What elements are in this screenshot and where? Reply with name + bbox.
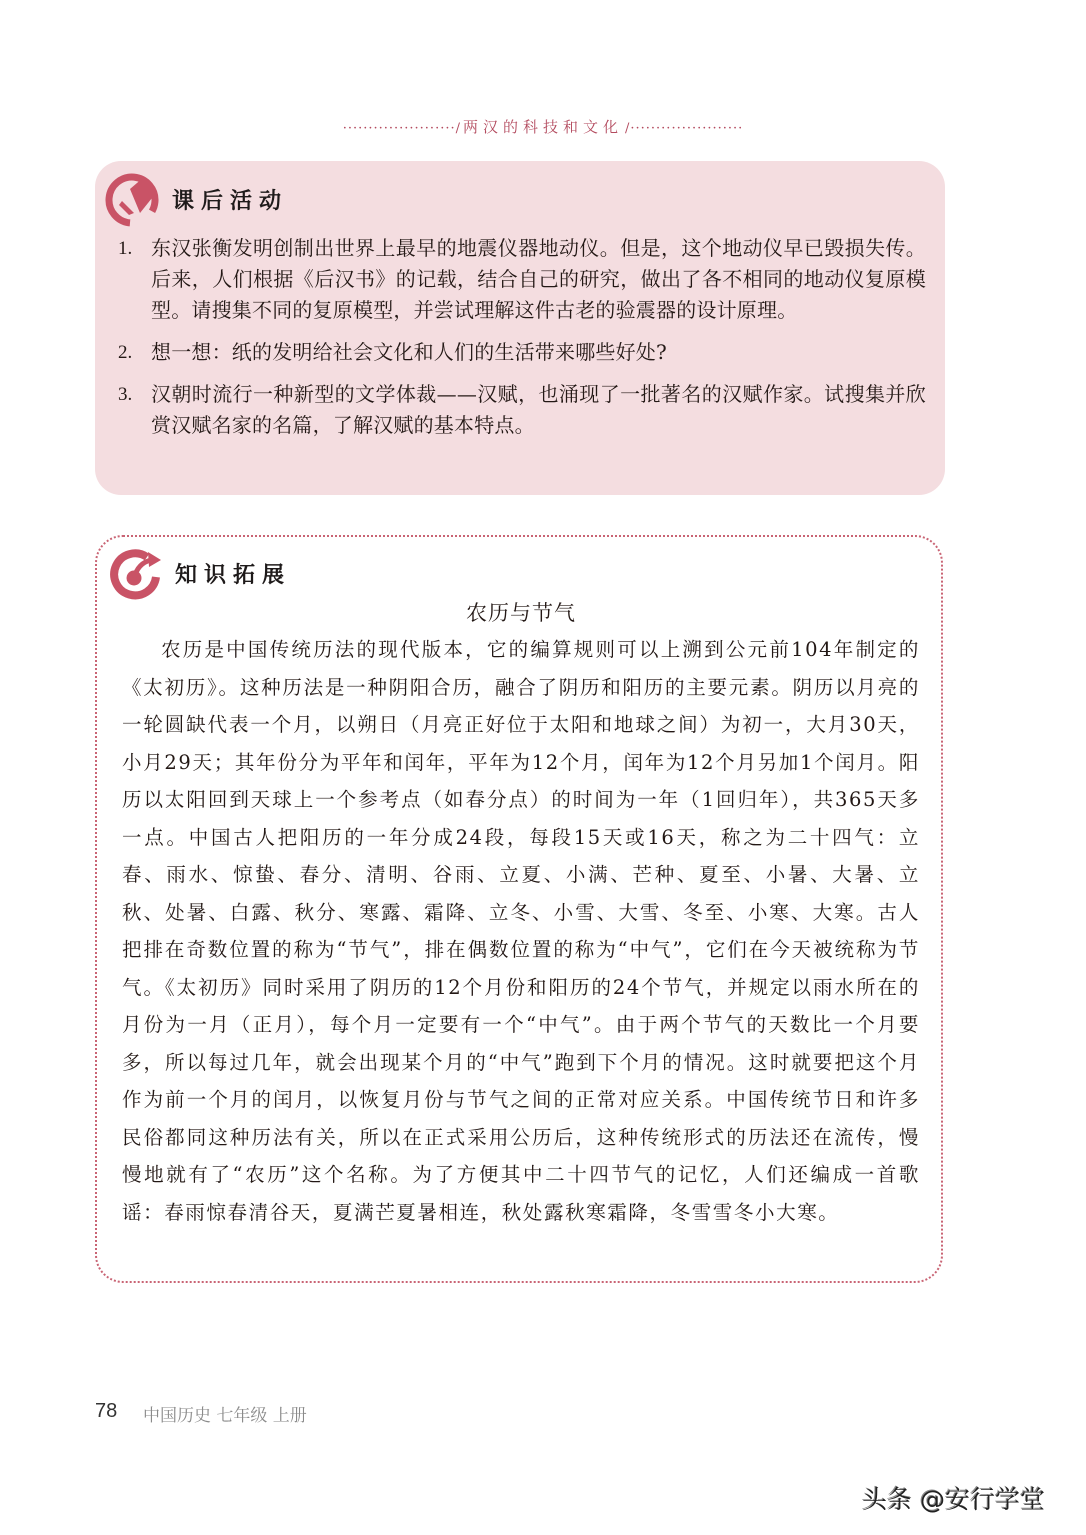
activity-list bbox=[118, 233, 926, 452]
header-dots-right: /······················ bbox=[625, 121, 744, 136]
page-number: 78 bbox=[95, 1400, 118, 1422]
target-arrow-icon bbox=[107, 545, 163, 601]
activity-text: 汉朝时流行一种新型的文学体裁——汉赋，也涌现了一批著名的汉赋作家。试搜集并欣赏汉赋名家的名篇，了解汉赋的基本特点。 bbox=[151, 382, 926, 437]
activity-number: 2. bbox=[118, 342, 133, 363]
article-title: 农历与节气 bbox=[466, 601, 576, 625]
activities-heading bbox=[104, 171, 288, 227]
activity-number: 1. bbox=[118, 238, 133, 259]
article-body: 农历是中国传统历法的现代版本，它的编算规则可以上溯到公元前104年制定的《太初历》。这种历法是一种阴阳合历，融合了阴历和阳历的主要元素。阴历以月亮的一轮圆缺代表一个月，以朔日（月亮正好位于太阳和地球之间）为初一，大月30天，小月29天；其年份分为平年和闰年，平年为12个月，闰年为12个月另加1个闰月。阳历以太阳回到天球上一个参考点（如春分点）的时间为一年（1回归年），共365天多一点。中国古人把阳历的一年分成24段，每段15天或16天，称之为二十四气：立春、雨水、惊蛰、春分、清明、谷雨、立夏、小满、芒种、夏至、小暑、大暑、立秋、处暑、白露、秋分、寒露、霜降、立冬、小雪、大雪、冬至、小寒、大寒。古人把排在奇数位置的称为“节气”，排在偶数位置的称为“中气”，它们在今天被统称为节气。《太初历》同时采用了阴历的12个月份和阳历的24个节气，并规定以雨水所在的月份为一月（正月），每个月一定要有一个“中气”。由于两个节气的天数比一个月要多，所以每过几年，就会出现某个月的“中气”跑到下个月的情况。这时就要把这个月作为前一个月的闰月，以恢复月份与节气之间的正常对应关系。中国传统节日和许多民俗都同这种历法有关，所以在正式采用公历后，这种传统形式的历法还在流传，慢慢地就有了“农历”这个名称。为了方便其中二十四节气的记忆，人们还编成一首歌谣：春雨惊春清谷天，夏满芒夏暑相连，秋处露秋寒霜降，冬雪雪冬小大寒。 bbox=[122, 638, 920, 1224]
book-title: 中国历史 七年级 上册 bbox=[143, 1406, 307, 1426]
header-dots-left: ······················/ bbox=[342, 121, 461, 136]
activity-text: 东汉张衡发明创制出世界上最早的地震仪器地动仪。但是，这个地动仪早已毁损失传。后来，人们根据《后汉书》的记载，结合自己的研究，做出了各不相同的地动仪复原模型。请搜集不同的复原模型，并尝试理解这件古老的验震器的设计原理。 bbox=[151, 236, 926, 322]
knowledge-heading bbox=[107, 545, 291, 601]
activity-text: 想一想：纸的发明给社会文化和人们的生活带来哪些好处? bbox=[151, 340, 667, 364]
running-header bbox=[0, 116, 1086, 137]
knowledge-heading-label: 知识拓展 bbox=[175, 562, 292, 588]
activity-item bbox=[118, 337, 926, 368]
pencil-check-icon bbox=[104, 171, 160, 227]
knowledge-extension-box bbox=[95, 535, 943, 1283]
after-class-activities-box bbox=[95, 161, 945, 495]
activities-heading-label: 课后活动 bbox=[172, 188, 289, 214]
activity-item bbox=[118, 379, 926, 441]
activity-number: 3. bbox=[118, 384, 133, 405]
activity-item bbox=[118, 233, 926, 326]
watermark: 头条 @安行学堂 bbox=[862, 1485, 1045, 1514]
chapter-title: 两汉的科技和文化 bbox=[462, 118, 623, 136]
